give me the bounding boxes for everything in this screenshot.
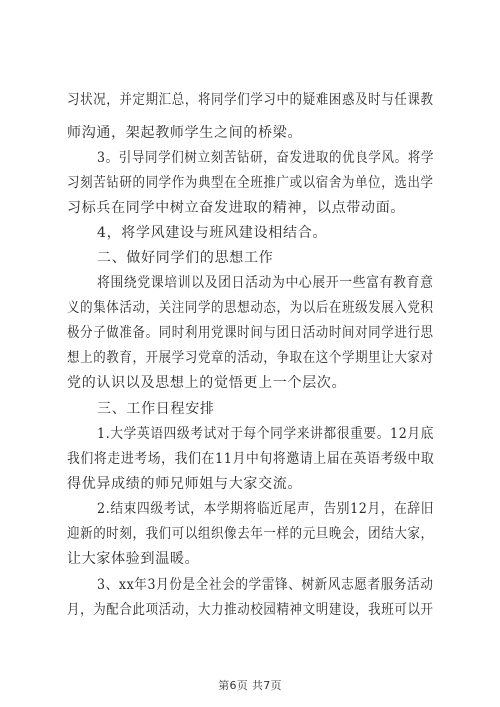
text-line: 想上的教育，开展学习党章的活动，争取在这个学期里让大家对 (67, 350, 434, 366)
text-line: 习状况，并定期汇总，将同学们学习中的疑难困惑及时与任课教 (67, 92, 434, 108)
text-line: 2.结束四级考试，本学期将临近尾声，告别12月，在辞旧 (97, 501, 435, 517)
section-heading: 二、做好同学们的思想工作 (97, 250, 274, 266)
text-line: 月，为配合此项活动，大力推动校园精神文明建设，我班可以开 (67, 602, 434, 618)
text-line: 党的认识以及思想上的觉悟更上一个层次。 (67, 375, 347, 391)
text-line: 迎新的时刻，我们可以组织像去年一样的元旦晚会，团结大家， (67, 526, 434, 542)
text-line: 让大家体验到温暖。 (67, 551, 200, 567)
text-line: 习标兵在同学中树立奋发进取的精神，以点带动面。 (67, 200, 406, 216)
text-line: 师沟通，架起教师学生之间的桥梁。 (67, 125, 303, 141)
text-line: 习刻苦钻研的同学作为典型在全班推广或以宿舍为单位，选出学 (67, 175, 434, 191)
page-footer: 第6页 共7页 (218, 679, 282, 692)
text-line: 3。引导同学们树立刻苦钻研，奋发进取的优良学风。将学 (97, 150, 435, 166)
text-line: 我们将走进考场，我们在11月中旬将邀请上届在英语考级中取 (67, 451, 435, 467)
text-line: 将围绕党课培训以及团日活动为中心展开一些富有教育意 (97, 275, 434, 291)
text-line: 1.大学英语四级考试对于每个同学来讲都很重要。12月底 (97, 426, 435, 442)
text-line: 4，将学风建设与班风建设相结合。 (97, 225, 328, 241)
text-line: 极分子做准备。同时利用党课时间与团日活动时间对同学进行思 (67, 325, 434, 341)
text-line: 3、xx年3月份是全社会的学雷锋、树新风志愿者服务活动 (97, 577, 434, 593)
text-line: 得优异成绩的师兄师姐与大家交流。 (67, 476, 303, 492)
text-line: 义的集体活动，关注同学的思想动态，为以后在班级发展入党积 (67, 300, 434, 316)
section-heading: 三、工作日程安排 (97, 401, 215, 417)
